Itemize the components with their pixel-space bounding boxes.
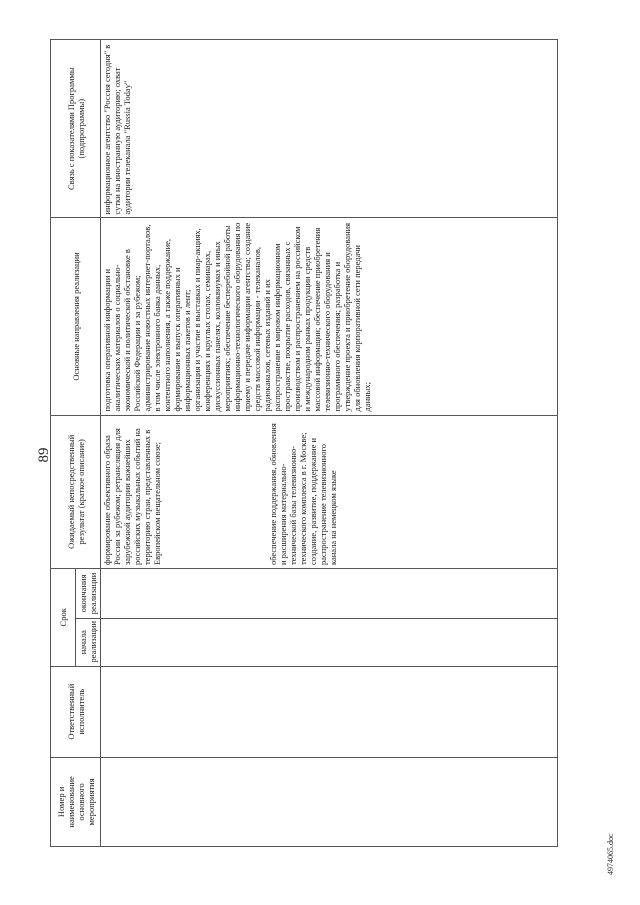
cell-end (101, 569, 558, 619)
result-text-2: обеспечение поддержания, обновления и расширения материально-технической базы телевизионно-технического комплекса в г. Москве; создание, развитие, поддержание и распространение телевизионного канала на немецком языке (268, 423, 338, 566)
directions-text-2: организация и участие в выставках и пиар-акциях, конференциях и круглых столах, семинарах, дискуссионных панелях, коллоквиумах и иных мероприятиях; обеспечение бесперебойной работы информационно-технологического оборудования по приему и передаче информации агентства; создание средств массовой информации - телеканалов, радиоканалов, сетевых изданий и их распространение в мировом информационном пространстве, покрытие расходов, связанных с производством и распространением на российском и международном рынках продукции средств массовой информации; обеспечение приобретения телевизионно-технического оборудования и программного обеспечения; разработка и утверждение проекта и приобретение оборудования для обновления корпоративной сети передачи данных; (192, 222, 372, 412)
table-row (101, 40, 558, 847)
cell-directions (101, 218, 558, 415)
table-header-row-1 (51, 40, 76, 847)
cell-responsible (101, 666, 558, 757)
header-col-responsible: Ответственный исполнитель (51, 666, 101, 757)
doc-reference: 4974065.doc (606, 833, 615, 875)
cell-start (101, 618, 558, 666)
header-col-result: Ожидаемый непосредственный результат (краткое описание) (51, 415, 101, 569)
link-text: информационное агентство "Россия сегодня" в сутки на иностранную аудиторию; охват аудитории телеканала "Russia Today" (102, 44, 132, 215)
result-spacer (162, 419, 268, 566)
header-col-start: начала реализации (76, 618, 101, 666)
header-col-link: Связь с показателями Программы (подпрограммы) (51, 40, 101, 218)
result-text-1: формирование объективного образа России за рубежом; ретрансляция для зарубежной аудитории важнейших российских музыкальных событий на территорию стран, представленных в Европейском вещательном союзе; (102, 428, 162, 566)
directions-text-1: подготовка оперативной информации и аналитических материалов о социально-экономической и политической обстановке в Российской Федерации и за рубежом; администрирование новостных интернет-порталов, в том числе электронного банка данных, контентного наполнения, а также поддержание, формирование и выпуск оперативных и информационных пакетов и лент; (102, 224, 192, 412)
program-table (50, 39, 558, 847)
header-col-end: окончания реализации (76, 569, 101, 619)
header-col-number-name: Номер и наименование основного мероприятия (51, 757, 101, 846)
cell-result (101, 415, 558, 569)
header-col-directions: Основные направления реализации (51, 218, 101, 415)
header-col-srok: Срок (51, 569, 76, 666)
cell-number-name (101, 757, 558, 846)
cell-link (101, 40, 558, 218)
page-number: 89 (36, 447, 52, 463)
